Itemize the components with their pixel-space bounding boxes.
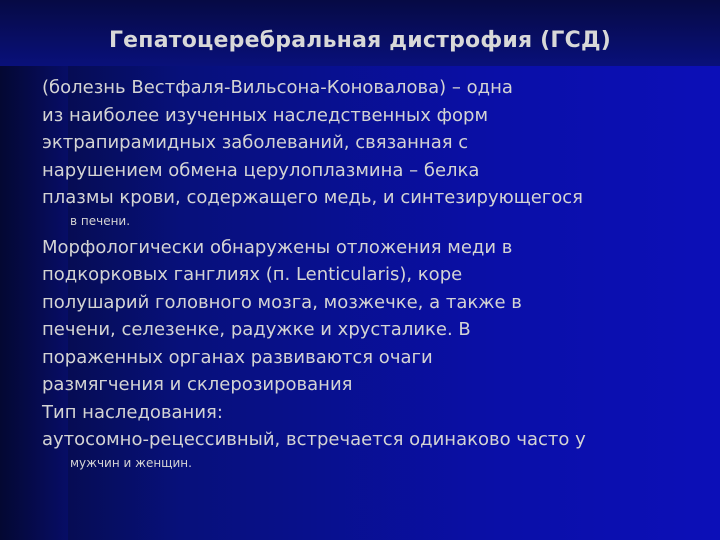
body-line: полушарий головного мозга, мозжечке, а также в bbox=[42, 291, 522, 313]
body-line: пораженных органах развиваются очаги bbox=[42, 346, 433, 368]
body-line-continuation: мужчин и женщин. bbox=[70, 455, 192, 470]
body-line: подкорковых ганглиях (п. Lenticularis), коре bbox=[42, 264, 463, 285]
body-line: аутосомно-рецессивный, встречается одинаково часто у bbox=[42, 429, 586, 450]
body-line: эктрапирамидных заболеваний, связанная с bbox=[42, 132, 469, 153]
body-line: из наиболее изученных наследственных форм bbox=[42, 104, 489, 126]
body-line: нарушением обмена церулоплазмина – белка bbox=[42, 159, 480, 181]
slide-title: Гепатоцеребральная дистрофия (ГСД) bbox=[108, 28, 612, 53]
body-line: (болезнь Вестфаля-Вильсона-Коновалова) – одна bbox=[42, 77, 513, 98]
body-line: Морфологически обнаружены отложения меди в bbox=[42, 236, 513, 258]
slide-body bbox=[42, 74, 712, 476]
body-line: размягчения и склерозирования bbox=[42, 374, 353, 395]
body-line-continuation: в печени. bbox=[70, 213, 131, 228]
body-line: Тип наследования: bbox=[42, 401, 223, 423]
body-line: плазмы крови, содержащего медь, и синтезирующегося bbox=[42, 187, 583, 208]
body-line: печени, селезенке, радужке и хрусталике. В bbox=[42, 319, 471, 340]
